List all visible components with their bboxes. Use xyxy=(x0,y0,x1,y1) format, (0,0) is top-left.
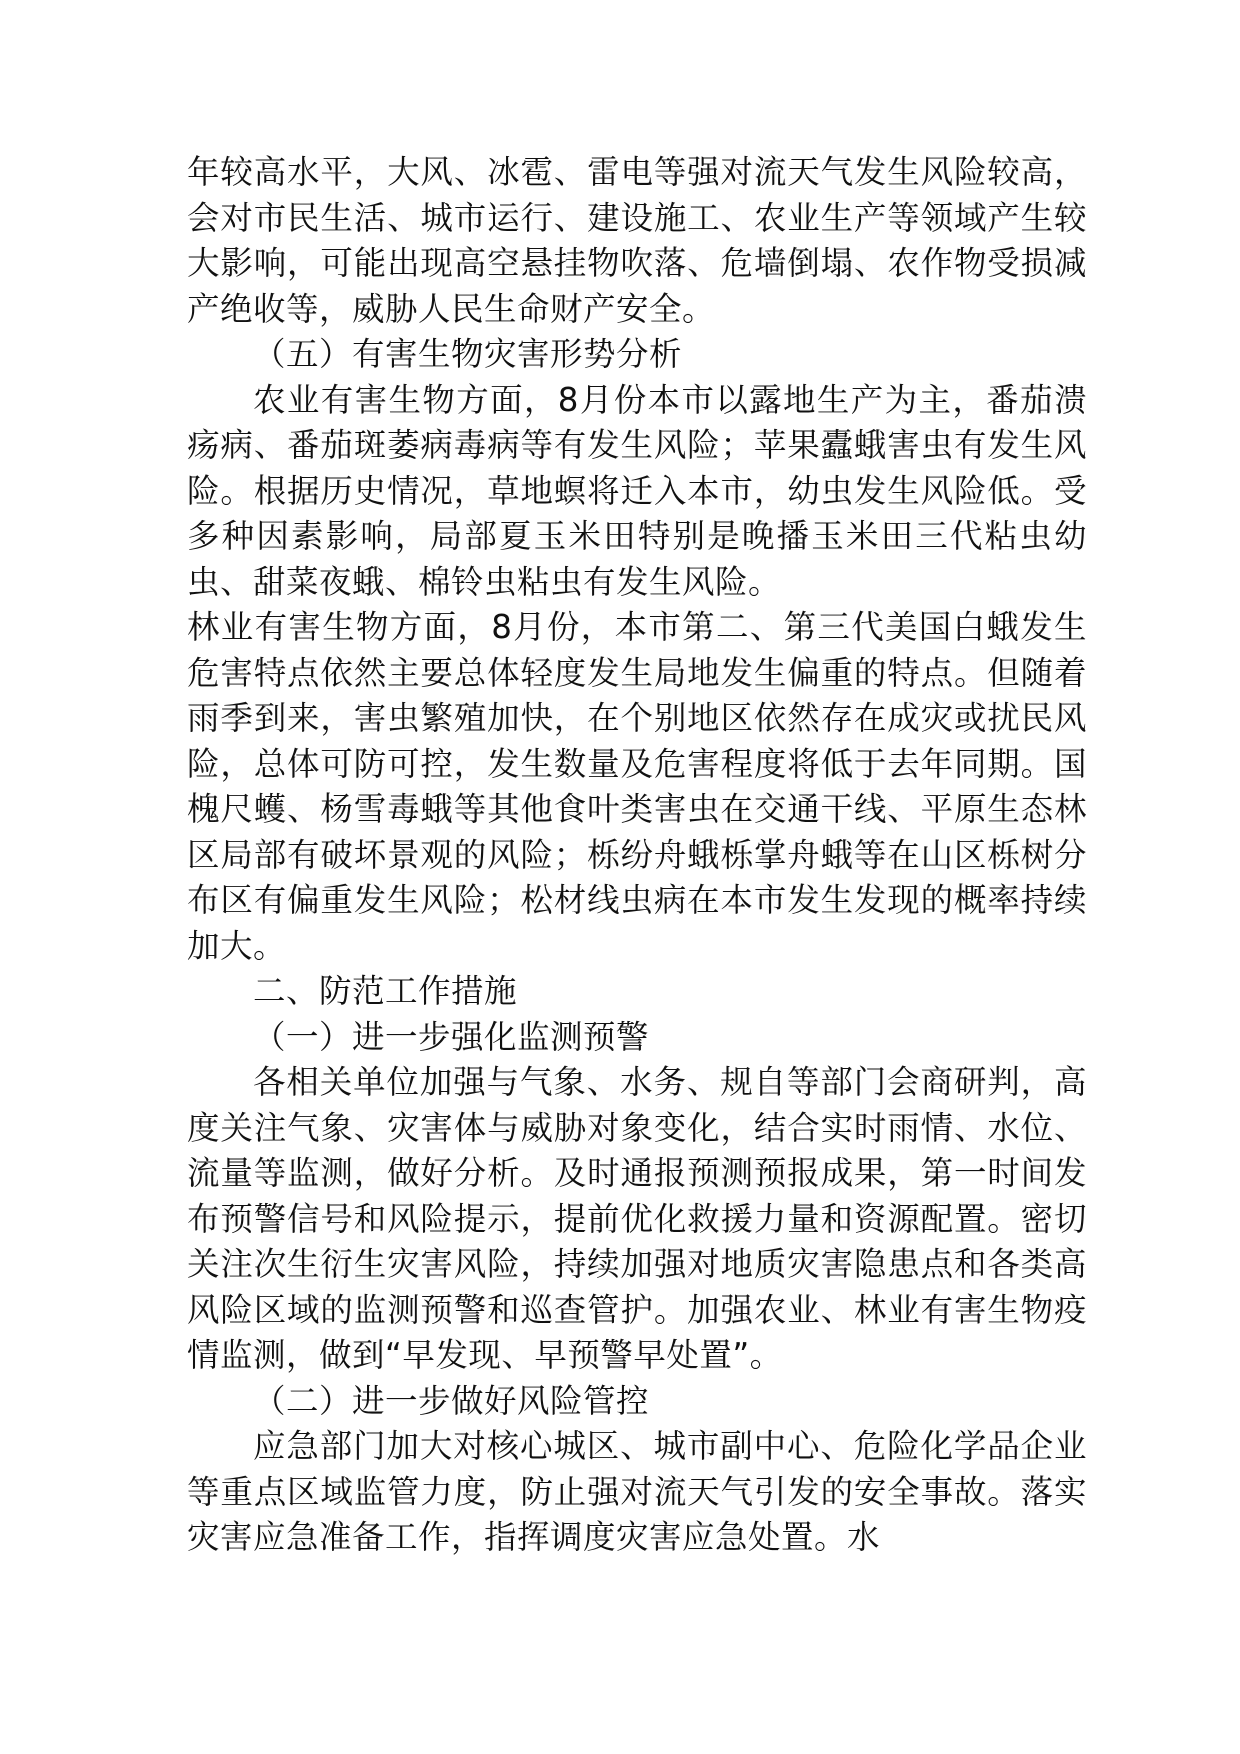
document-body xyxy=(187,150,1087,1561)
heading-monitoring-warning: （一）进一步强化监测预警 xyxy=(253,1017,650,1056)
paragraph-risk-control: 应急部门加大对核心城区、城市副中心、危险化学品企业等重点区域监管力度，防止强对流天气引发的安全事故。落实灾害应急准备工作，指挥调度灾害应急处置。水 xyxy=(187,1427,1087,1556)
heading-prevention-measures: 二、防范工作措施 xyxy=(253,972,518,1010)
paragraph-forestry-pests: 林业有害生物方面，8月份，本市第二、第三代美国白蛾发生危害特点依然主要总体轻度发生局地发生偏重的特点。但随着雨季到来，害虫繁殖加快，在个别地区依然存在成灾或扰民风险，总体可防可控，发生数量及危害程度将低于去年同期。国槐尺蠖、杨雪毒蛾等其他食叶类害虫在交通干线、平原生态林区局部有破坏景观的风险；栎纷舟蛾栎掌舟蛾等在山区栎树分布区有偏重发生风险；松材线虫病在本市发生发现的概率持续加大。 xyxy=(187,608,1087,965)
heading-pest-analysis: （五）有害生物灾害形势分析 xyxy=(253,335,683,373)
paragraph-monitoring-warning: 各相关单位加强与气象、水务、规自等部门会商研判，高度关注气象、灾害体与威胁对象变化，结合实时雨情、水位、流量等监测，做好分析。及时通报预测预报成果，第一时间发布预警信号和风险提示，提前优化救援力量和资源配置。密切关注次生衍生灾害风险，持续加强对地质灾害隐患点和各类高风险区域的监测预警和巡查管护。加强农业、林业有害生物疫情监测，做到“早发现、早预警早处置”。 xyxy=(187,1063,1087,1374)
paragraph-weather-risk: 年较高水平，大风、冰雹、雷电等强对流天气发生风险较高，会对市民生活、城市运行、建设施工、农业生产等领域产生较大影响，可能出现高空悬挂物吹落、危墙倒塌、农作物受损减产绝收等，威胁人民生命财产安全。 xyxy=(187,153,1087,328)
heading-risk-control: （二）进一步做好风险管控 xyxy=(253,1381,650,1420)
paragraph-agricultural-pests: 农业有害生物方面，8月份本市以露地生产为主，番茄溃疡病、番茄斑萎病毒病等有发生风险；苹果蠹蛾害虫有发生风险。根据历史情况，草地螟将迁入本市，幼虫发生风险低。受多种因素影响，局部夏玉米田特别是晚播玉米田三代粘虫幼虫、甜菜夜蛾、棉铃虫粘虫有发生风险。 xyxy=(187,380,1087,601)
